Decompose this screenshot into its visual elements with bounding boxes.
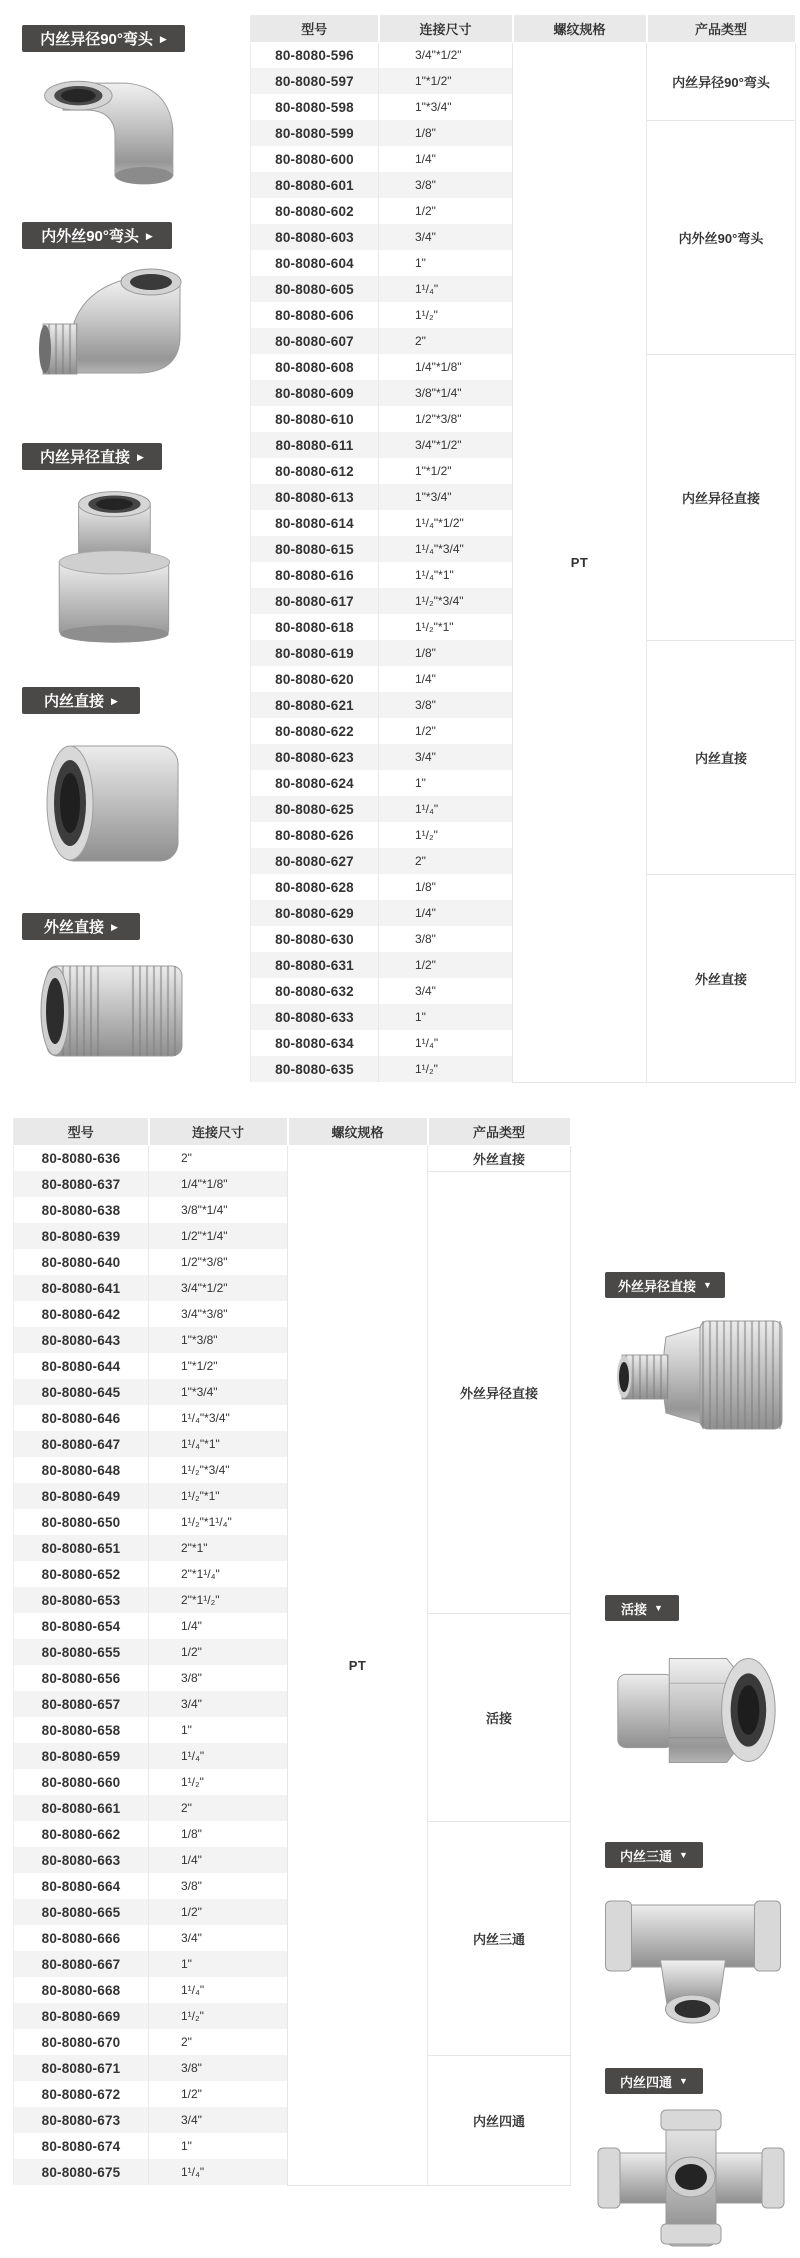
size-cell: 1/2"*1/4" <box>149 1223 288 1249</box>
size-cell: 1" <box>379 1004 513 1030</box>
size-cell: 1¹/₂" <box>379 1056 513 1082</box>
product-type-cell: 内外丝90°弯头 <box>647 120 796 354</box>
product-type-cell: 内丝异径直接 <box>647 354 796 640</box>
arrow-right-icon: ▶ <box>145 230 153 241</box>
product-type-cell: 内丝异径90°弯头 <box>647 42 796 120</box>
model-cell: 80-8080-670 <box>14 2029 149 2055</box>
model-cell: 80-8080-636 <box>14 1145 149 1171</box>
model-cell: 80-8080-674 <box>14 2133 149 2159</box>
size-cell: 3/4"*1/2" <box>379 432 513 458</box>
size-cell: 1"*1/2" <box>379 458 513 484</box>
size-cell: 1¹/₂" <box>379 302 513 328</box>
category-button-male-nipple[interactable] <box>22 913 140 940</box>
model-cell: 80-8080-661 <box>14 1795 149 1821</box>
size-cell: 3/4" <box>379 744 513 770</box>
product-type-cell: 活接 <box>428 1613 571 1821</box>
size-cell: 1¹/₄" <box>149 1977 288 2003</box>
female-cross-photo <box>585 2098 797 2256</box>
arrow-down-icon: ▼ <box>679 2076 688 2086</box>
model-cell: 80-8080-662 <box>14 1821 149 1847</box>
size-cell: 1/2" <box>149 2081 288 2107</box>
size-cell: 3/8"*1/4" <box>379 380 513 406</box>
model-cell: 80-8080-648 <box>14 1457 149 1483</box>
category-button-union[interactable] <box>605 1595 679 1621</box>
model-cell: 80-8080-601 <box>251 172 379 198</box>
size-cell: 1¹/₄" <box>379 1030 513 1056</box>
model-cell: 80-8080-675 <box>14 2159 149 2185</box>
size-cell: 3/8" <box>379 172 513 198</box>
size-cell: 1/8" <box>379 120 513 146</box>
female-reducing-coupling-photo <box>35 480 190 662</box>
female-reducing-elbow-photo <box>25 60 205 195</box>
model-cell: 80-8080-644 <box>14 1353 149 1379</box>
size-cell: 1/2"*3/8" <box>149 1249 288 1275</box>
model-cell: 80-8080-646 <box>14 1405 149 1431</box>
size-cell: 1¹/₂"*1" <box>379 614 513 640</box>
model-cell: 80-8080-643 <box>14 1327 149 1353</box>
size-cell: 3/8" <box>149 1873 288 1899</box>
column-header-size: 连接尺寸 <box>149 1118 288 1145</box>
product-type-cell: 内丝四通 <box>428 2055 571 2185</box>
size-cell: 1"*3/4" <box>149 1379 288 1405</box>
size-cell: 1¹/₂"*3/4" <box>379 588 513 614</box>
size-cell: 3/8" <box>379 926 513 952</box>
size-cell: 1¹/₄"*1" <box>379 562 513 588</box>
model-cell: 80-8080-653 <box>14 1587 149 1613</box>
model-cell: 80-8080-673 <box>14 2107 149 2133</box>
female-tee-photo <box>588 1875 798 2035</box>
model-cell: 80-8080-656 <box>14 1665 149 1691</box>
model-cell: 80-8080-607 <box>251 328 379 354</box>
model-cell: 80-8080-641 <box>14 1275 149 1301</box>
model-cell: 80-8080-621 <box>251 692 379 718</box>
size-cell: 1¹/₄" <box>149 1743 288 1769</box>
size-cell: 2"*1" <box>149 1535 288 1561</box>
size-cell: 1¹/₂" <box>149 2003 288 2029</box>
model-cell: 80-8080-603 <box>251 224 379 250</box>
size-cell: 2"*1¹/₂" <box>149 1587 288 1613</box>
model-cell: 80-8080-599 <box>251 120 379 146</box>
category-button-female-coupling[interactable] <box>22 687 140 714</box>
model-cell: 80-8080-619 <box>251 640 379 666</box>
model-cell: 80-8080-602 <box>251 198 379 224</box>
model-cell: 80-8080-626 <box>251 822 379 848</box>
model-cell: 80-8080-666 <box>14 1925 149 1951</box>
model-cell: 80-8080-604 <box>251 250 379 276</box>
model-cell: 80-8080-634 <box>251 1030 379 1056</box>
model-cell: 80-8080-657 <box>14 1691 149 1717</box>
size-cell: 1¹/₄" <box>149 2159 288 2185</box>
size-cell: 1"*3/4" <box>379 484 513 510</box>
model-cell: 80-8080-649 <box>14 1483 149 1509</box>
model-cell: 80-8080-665 <box>14 1899 149 1925</box>
size-cell: 1/2" <box>379 198 513 224</box>
model-cell: 80-8080-627 <box>251 848 379 874</box>
model-cell: 80-8080-631 <box>251 952 379 978</box>
table-header-row <box>251 15 796 42</box>
model-cell: 80-8080-667 <box>14 1951 149 1977</box>
model-cell: 80-8080-628 <box>251 874 379 900</box>
arrow-right-icon: ▶ <box>111 921 118 932</box>
product-type-cell: 外丝直接 <box>647 874 796 1082</box>
model-cell: 80-8080-606 <box>251 302 379 328</box>
thread-spec-cell: PT <box>288 1145 428 2185</box>
column-header-model: 型号 <box>251 15 379 42</box>
size-cell: 1¹/₂"*1" <box>149 1483 288 1509</box>
size-cell: 1/2"*3/8" <box>379 406 513 432</box>
product-type-cell: 内丝直接 <box>647 640 796 874</box>
category-label: 内丝异径直接 <box>40 449 131 466</box>
union-photo <box>600 1628 788 1793</box>
category-label: 内丝四通 <box>620 2074 673 2090</box>
model-cell: 80-8080-658 <box>14 1717 149 1743</box>
model-cell: 80-8080-596 <box>251 42 379 68</box>
category-label: 外丝异径直接 <box>618 1278 697 1294</box>
model-cell: 80-8080-659 <box>14 1743 149 1769</box>
size-cell: 1¹/₄"*1/2" <box>379 510 513 536</box>
table-row <box>251 42 796 68</box>
model-cell: 80-8080-640 <box>14 1249 149 1275</box>
arrow-right-icon: ▶ <box>159 33 167 44</box>
size-cell: 1¹/₄" <box>379 276 513 302</box>
size-cell: 1/4" <box>379 666 513 692</box>
thread-spec-cell: PT <box>513 42 647 1082</box>
category-button-female-reducing-elbow[interactable] <box>22 25 185 52</box>
model-cell: 80-8080-630 <box>251 926 379 952</box>
size-cell: 1"*1/2" <box>379 68 513 94</box>
model-cell: 80-8080-624 <box>251 770 379 796</box>
size-cell: 2" <box>149 1795 288 1821</box>
female-coupling-photo <box>28 732 198 874</box>
size-cell: 3/4"*1/2" <box>379 42 513 68</box>
model-cell: 80-8080-642 <box>14 1301 149 1327</box>
model-cell: 80-8080-672 <box>14 2081 149 2107</box>
category-label: 外丝直接 <box>44 919 105 936</box>
arrow-down-icon: ▼ <box>703 1280 712 1290</box>
table-row <box>14 1145 571 1171</box>
size-cell: 1"*3/8" <box>149 1327 288 1353</box>
fittings-table-top <box>250 15 797 1083</box>
product-type-cell: 内丝三通 <box>428 1821 571 2055</box>
size-cell: 3/8" <box>379 692 513 718</box>
category-label: 内外丝90°弯头 <box>41 228 139 245</box>
model-cell: 80-8080-597 <box>251 68 379 94</box>
category-label: 内丝异径90°弯头 <box>40 31 153 48</box>
size-cell: 1¹/₄"*3/4" <box>379 536 513 562</box>
category-label: 内丝直接 <box>44 693 105 710</box>
size-cell: 1/8" <box>149 1821 288 1847</box>
model-cell: 80-8080-605 <box>251 276 379 302</box>
size-cell: 2" <box>149 2029 288 2055</box>
model-cell: 80-8080-639 <box>14 1223 149 1249</box>
column-header-type: 产品类型 <box>428 1118 571 1145</box>
model-cell: 80-8080-618 <box>251 614 379 640</box>
model-cell: 80-8080-645 <box>14 1379 149 1405</box>
size-cell: 1/4" <box>149 1847 288 1873</box>
size-cell: 1" <box>379 250 513 276</box>
size-cell: 3/4" <box>149 1691 288 1717</box>
model-cell: 80-8080-635 <box>251 1056 379 1082</box>
column-header-thread: 螺纹规格 <box>288 1118 428 1145</box>
model-cell: 80-8080-629 <box>251 900 379 926</box>
size-cell: 3/4"*1/2" <box>149 1275 288 1301</box>
model-cell: 80-8080-609 <box>251 380 379 406</box>
category-button-female-cross[interactable] <box>605 2068 703 2094</box>
arrow-down-icon: ▼ <box>654 1603 663 1613</box>
model-cell: 80-8080-663 <box>14 1847 149 1873</box>
model-cell: 80-8080-671 <box>14 2055 149 2081</box>
model-cell: 80-8080-664 <box>14 1873 149 1899</box>
model-cell: 80-8080-637 <box>14 1171 149 1197</box>
model-cell: 80-8080-660 <box>14 1769 149 1795</box>
arrow-right-icon: ▶ <box>111 695 118 706</box>
size-cell: 1/4" <box>149 1613 288 1639</box>
model-cell: 80-8080-650 <box>14 1509 149 1535</box>
size-cell: 1/4" <box>379 900 513 926</box>
model-cell: 80-8080-616 <box>251 562 379 588</box>
model-cell: 80-8080-614 <box>251 510 379 536</box>
model-cell: 80-8080-608 <box>251 354 379 380</box>
column-header-size: 连接尺寸 <box>379 15 513 42</box>
model-cell: 80-8080-612 <box>251 458 379 484</box>
model-cell: 80-8080-598 <box>251 94 379 120</box>
size-cell: 1/4"*1/8" <box>379 354 513 380</box>
male-nipple-photo <box>25 950 200 1072</box>
size-cell: 3/8"*1/4" <box>149 1197 288 1223</box>
size-cell: 3/8" <box>149 1665 288 1691</box>
size-cell: 2" <box>379 328 513 354</box>
size-cell: 3/8" <box>149 2055 288 2081</box>
model-cell: 80-8080-651 <box>14 1535 149 1561</box>
size-cell: 1/2" <box>379 718 513 744</box>
size-cell: 1/2" <box>149 1639 288 1665</box>
product-type-cell: 外丝直接 <box>428 1145 571 1171</box>
size-cell: 1" <box>149 2133 288 2159</box>
size-cell: 1"*1/2" <box>149 1353 288 1379</box>
column-header-thread: 螺纹规格 <box>513 15 647 42</box>
category-button-male-female-elbow[interactable] <box>22 222 172 249</box>
size-cell: 1" <box>149 1951 288 1977</box>
size-cell: 1" <box>379 770 513 796</box>
size-cell: 1/4" <box>379 146 513 172</box>
category-label: 活接 <box>621 1601 648 1617</box>
model-cell: 80-8080-617 <box>251 588 379 614</box>
size-cell: 1/2" <box>149 1899 288 1925</box>
size-cell: 1¹/₄" <box>379 796 513 822</box>
male-female-elbow-photo <box>25 258 205 416</box>
model-cell: 80-8080-669 <box>14 2003 149 2029</box>
male-reducing-nipple-photo <box>602 1305 797 1445</box>
model-cell: 80-8080-611 <box>251 432 379 458</box>
category-button-male-reducing-nipple[interactable] <box>605 1272 725 1298</box>
model-cell: 80-8080-633 <box>251 1004 379 1030</box>
model-cell: 80-8080-625 <box>251 796 379 822</box>
size-cell: 3/4"*3/8" <box>149 1301 288 1327</box>
category-button-female-tee[interactable] <box>605 1842 703 1868</box>
size-cell: 1"*3/4" <box>379 94 513 120</box>
model-cell: 80-8080-652 <box>14 1561 149 1587</box>
size-cell: 1¹/₂"*3/4" <box>149 1457 288 1483</box>
fittings-table-bottom <box>13 1118 572 2186</box>
size-cell: 1" <box>149 1717 288 1743</box>
size-cell: 3/4" <box>379 224 513 250</box>
model-cell: 80-8080-668 <box>14 1977 149 2003</box>
size-cell: 1¹/₂" <box>379 822 513 848</box>
model-cell: 80-8080-615 <box>251 536 379 562</box>
category-button-female-reducing-coupling[interactable] <box>22 443 162 470</box>
model-cell: 80-8080-613 <box>251 484 379 510</box>
size-cell: 1¹/₄"*3/4" <box>149 1405 288 1431</box>
size-cell: 2"*1¹/₄" <box>149 1561 288 1587</box>
model-cell: 80-8080-632 <box>251 978 379 1004</box>
size-cell: 1/8" <box>379 640 513 666</box>
size-cell: 3/4" <box>379 978 513 1004</box>
size-cell: 3/4" <box>149 1925 288 1951</box>
column-header-model: 型号 <box>14 1118 149 1145</box>
arrow-right-icon: ▶ <box>137 451 144 462</box>
column-header-type: 产品类型 <box>647 15 796 42</box>
model-cell: 80-8080-655 <box>14 1639 149 1665</box>
category-label: 内丝三通 <box>620 1848 673 1864</box>
size-cell: 1/4"*1/8" <box>149 1171 288 1197</box>
model-cell: 80-8080-600 <box>251 146 379 172</box>
table-header-row <box>14 1118 571 1145</box>
size-cell: 3/4" <box>149 2107 288 2133</box>
arrow-down-icon: ▼ <box>679 1850 688 1860</box>
size-cell: 1¹/₄"*1" <box>149 1431 288 1457</box>
product-type-cell: 外丝异径直接 <box>428 1171 571 1613</box>
size-cell: 2" <box>379 848 513 874</box>
model-cell: 80-8080-620 <box>251 666 379 692</box>
size-cell: 1¹/₂" <box>149 1769 288 1795</box>
size-cell: 2" <box>149 1145 288 1171</box>
model-cell: 80-8080-638 <box>14 1197 149 1223</box>
size-cell: 1¹/₂"*1¹/₄" <box>149 1509 288 1535</box>
model-cell: 80-8080-654 <box>14 1613 149 1639</box>
model-cell: 80-8080-623 <box>251 744 379 770</box>
model-cell: 80-8080-647 <box>14 1431 149 1457</box>
size-cell: 1/2" <box>379 952 513 978</box>
size-cell: 1/8" <box>379 874 513 900</box>
model-cell: 80-8080-610 <box>251 406 379 432</box>
model-cell: 80-8080-622 <box>251 718 379 744</box>
